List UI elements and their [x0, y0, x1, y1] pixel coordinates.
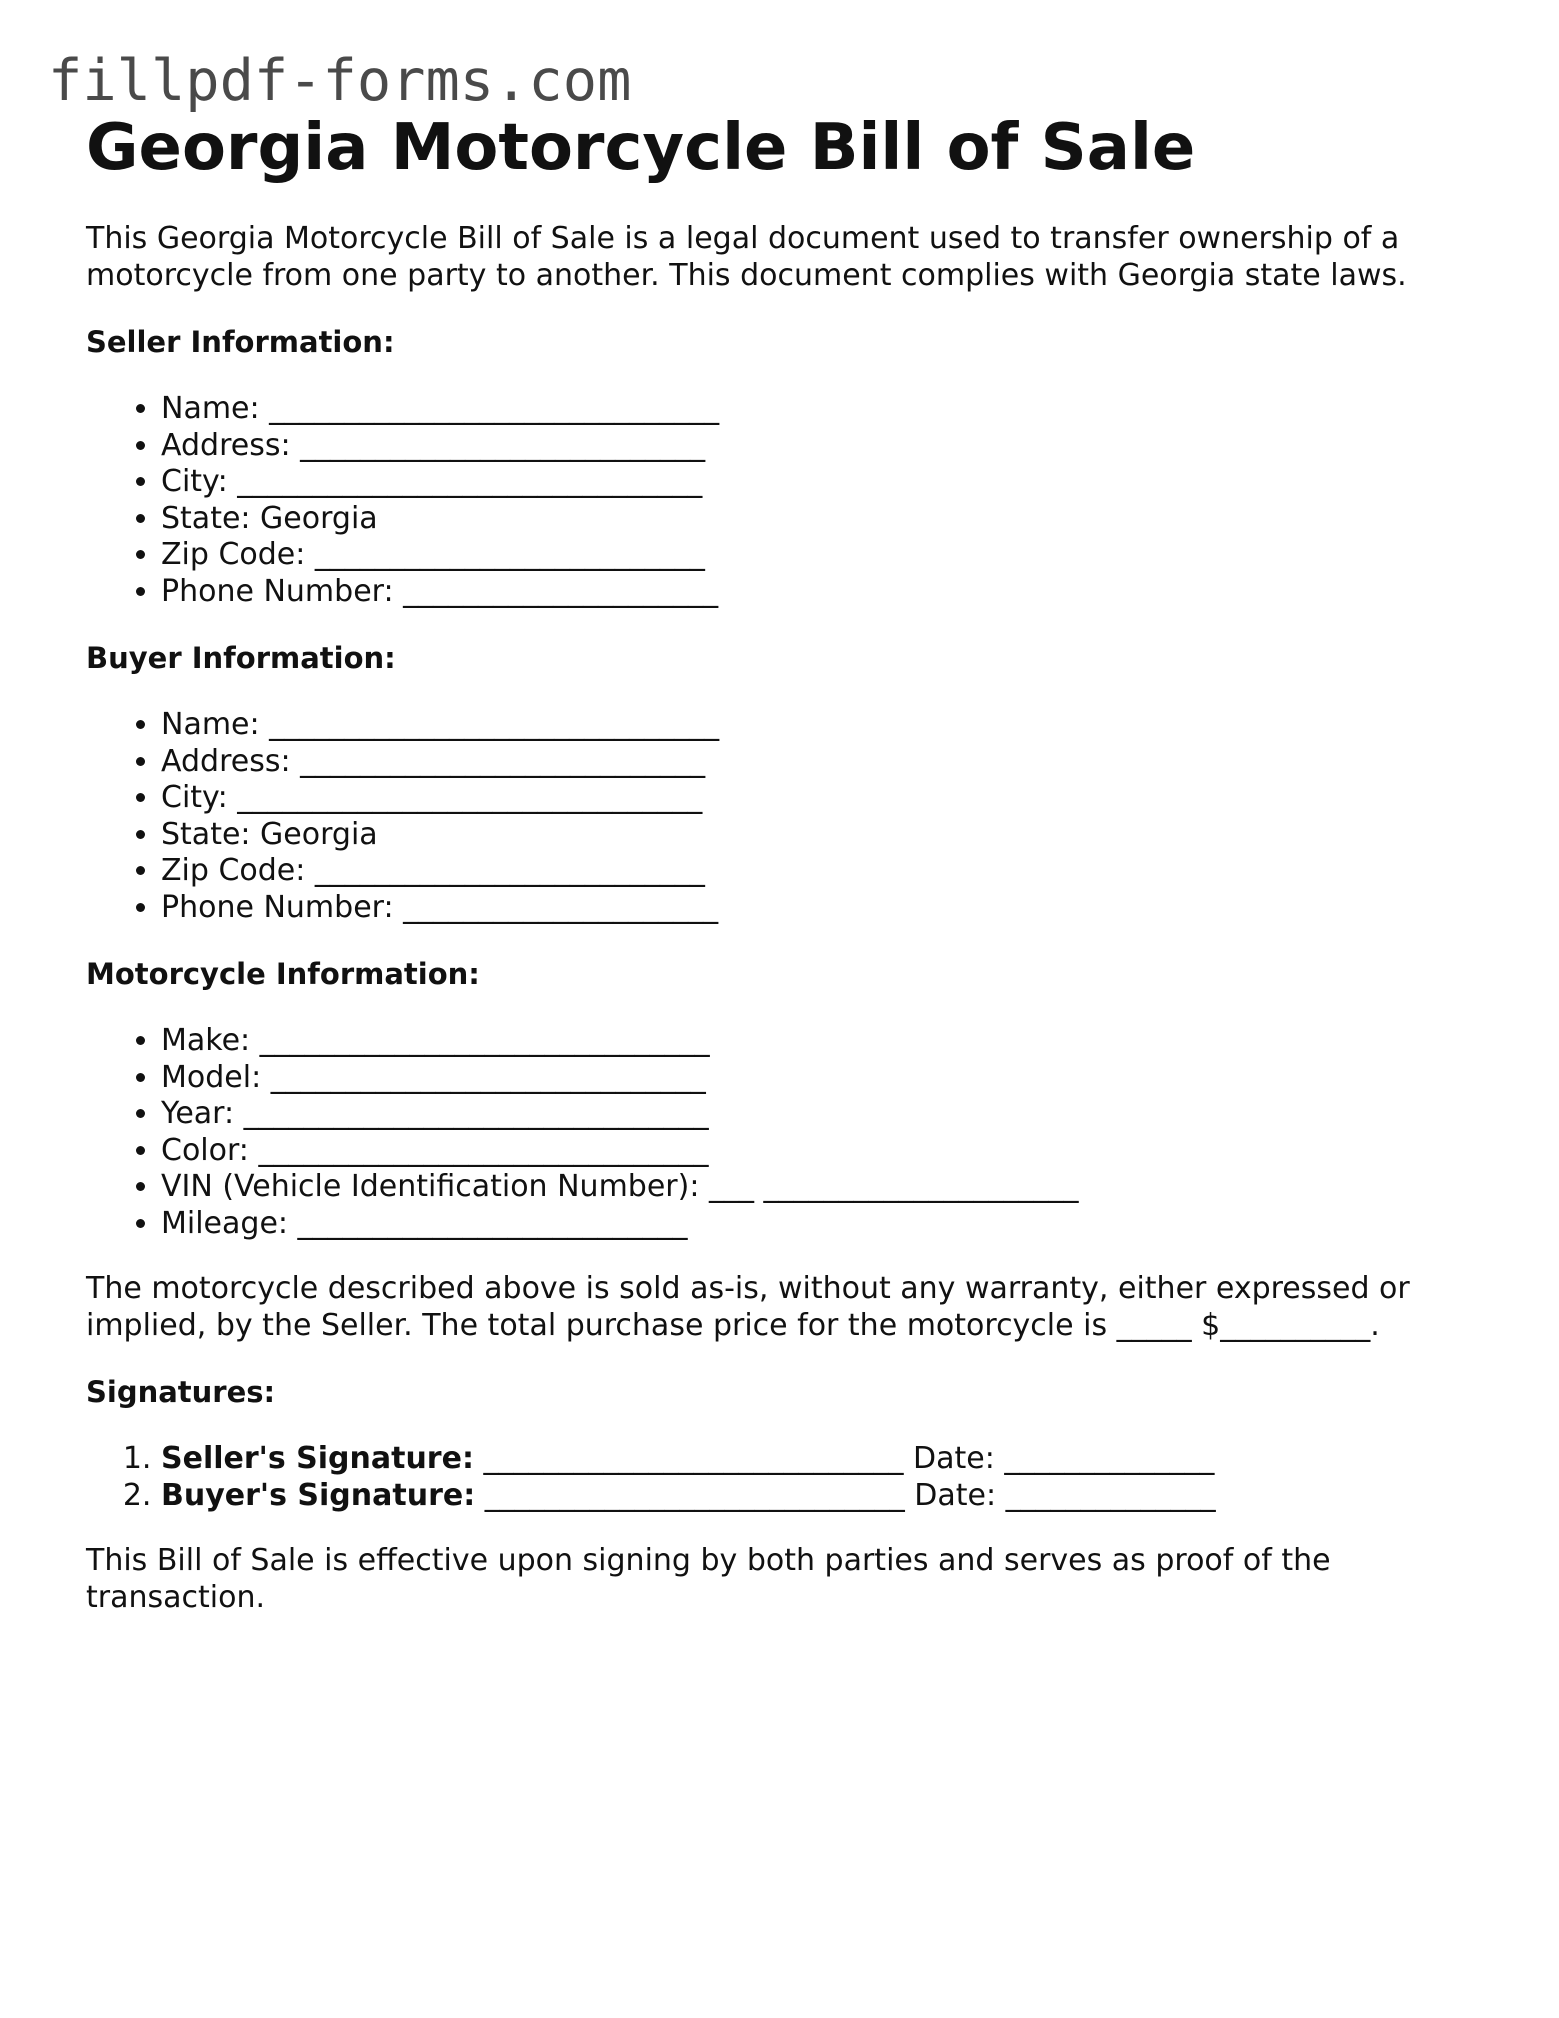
- buyer-address-field[interactable]: • Address: ___________________________: [161, 744, 1486, 781]
- intro-paragraph: This Georgia Motorcycle Bill of Sale is a legal document used to transfer ownership of a motorcycle from one party to another. This document complies with Georgia state laws.: [86, 221, 1407, 293]
- motorcycle-make-field[interactable]: • Make: ______________________________: [161, 1023, 1486, 1060]
- seller-signature-label: Seller's Signature:: [161, 1441, 474, 1476]
- motorcycle-fields: [86, 1023, 1486, 1242]
- buyer-state-field: • State: Georgia: [161, 817, 1486, 854]
- buyer-signature-line[interactable]: [161, 1478, 1486, 1515]
- seller-heading: Seller Information:: [86, 325, 395, 359]
- motorcycle-heading: Motorcycle Information:: [86, 957, 480, 991]
- sale-terms-paragraph: The motorcycle described above is sold as-is, without any warranty, either expressed or implied, by the Seller. The total purchase price for the motorcycle is _____ $__________.: [86, 1271, 1410, 1343]
- buyer-zip-field[interactable]: • Zip Code: __________________________: [161, 853, 1486, 890]
- buyer-city-field[interactable]: • City: _______________________________: [161, 780, 1486, 817]
- seller-signature-line[interactable]: [161, 1441, 1486, 1478]
- seller-phone-field[interactable]: • Phone Number: _____________________: [161, 574, 1486, 611]
- watermark: fillpdf-forms.com: [48, 48, 632, 114]
- seller-zip-field[interactable]: • Zip Code: __________________________: [161, 537, 1486, 574]
- signatures-list: [86, 1441, 1486, 1514]
- seller-state-field: • State: Georgia: [161, 501, 1486, 538]
- buyer-signature-label: Buyer's Signature:: [161, 1477, 476, 1513]
- buyer-heading: Buyer Information:: [86, 641, 396, 675]
- seller-fields: [86, 391, 1486, 610]
- motorcycle-mileage-field[interactable]: • Mileage: __________________________: [161, 1206, 1486, 1243]
- motorcycle-color-field[interactable]: • Color: ______________________________: [161, 1133, 1486, 1170]
- motorcycle-model-field[interactable]: • Model: _____________________________: [161, 1060, 1486, 1097]
- closing-paragraph: This Bill of Sale is effective upon signing by both parties and serves as proof of the transaction.: [86, 1543, 1331, 1615]
- page-title: Georgia Motorcycle Bill of Sale: [86, 111, 1196, 185]
- seller-city-field[interactable]: • City: _______________________________: [161, 464, 1486, 501]
- buyer-signature-blank[interactable]: ____________________________ Date: ______________: [475, 1477, 1216, 1513]
- seller-name-field[interactable]: • Name: ______________________________: [161, 391, 1486, 428]
- seller-signature-blank[interactable]: ____________________________ Date: ______________: [473, 1441, 1215, 1476]
- signatures-heading: Signatures:: [86, 1375, 276, 1409]
- motorcycle-vin-field[interactable]: • VIN (Vehicle Identification Number): ___ _____________________: [161, 1169, 1486, 1206]
- seller-address-field[interactable]: • Address: ___________________________: [161, 428, 1486, 465]
- buyer-phone-field[interactable]: • Phone Number: _____________________: [161, 890, 1486, 927]
- buyer-fields: [86, 707, 1486, 926]
- buyer-name-field[interactable]: • Name: ______________________________: [161, 707, 1486, 744]
- motorcycle-year-field[interactable]: • Year: _______________________________: [161, 1096, 1486, 1133]
- document: [86, 108, 1486, 1616]
